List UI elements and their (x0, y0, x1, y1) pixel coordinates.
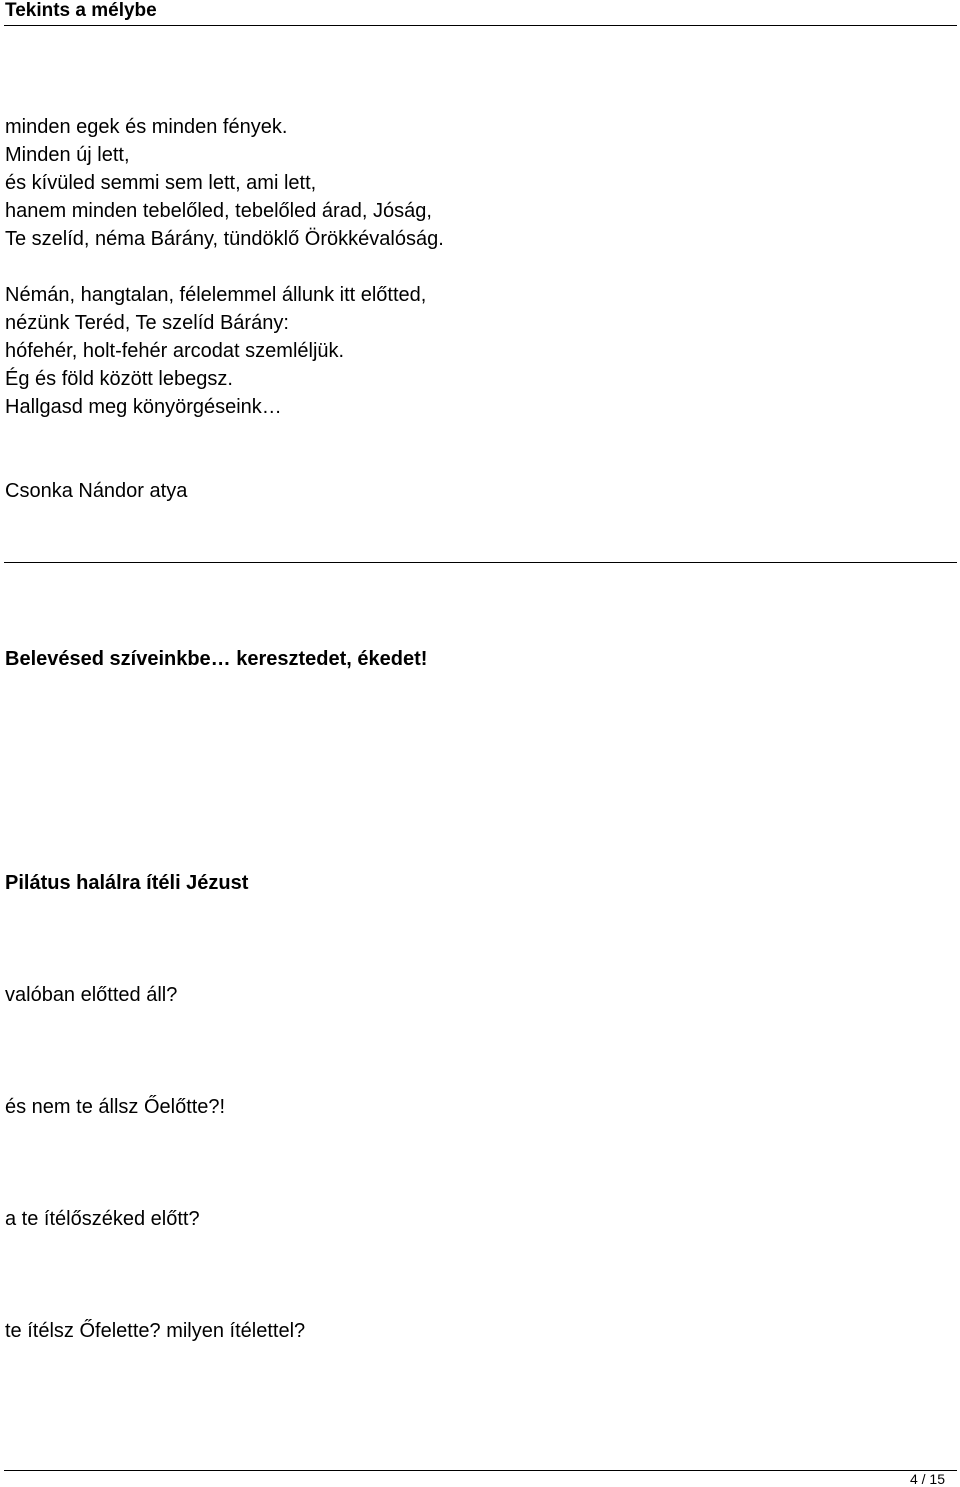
document-header-title: Tekints a mélybe (5, 0, 157, 21)
poem-line: minden egek és minden fények. (5, 116, 288, 138)
section-heading: Belevésed szíveinkbe… keresztedet, ékedet! (5, 648, 428, 670)
author-signature: Csonka Nándor atya (5, 480, 188, 502)
header-divider (4, 25, 957, 26)
question-line: te ítélsz Őfelette? milyen ítélettel? (5, 1320, 306, 1342)
poem-line: Minden új lett, (5, 144, 130, 166)
poem-line: Hallgasd meg könyörgéseink… (5, 396, 282, 418)
question-line: a te ítélőszéked előtt? (5, 1208, 200, 1230)
station-title: Pilátus halálra ítéli Jézust (5, 872, 249, 894)
poem-line: Ég és föld között lebegsz. (5, 368, 233, 390)
page-number: 4 / 15 (909, 1471, 945, 1487)
poem-line: hófehér, holt-fehér arcodat szemléljük. (5, 340, 345, 362)
poem-line: Némán, hangtalan, félelemmel állunk itt előtted, (5, 284, 427, 306)
poem-line: nézünk Teréd, Te szelíd Bárány: (5, 312, 289, 334)
poem-line: és kívüled semmi sem lett, ami lett, (5, 172, 317, 194)
section-divider (4, 562, 957, 563)
footer-divider (4, 1470, 957, 1471)
poem-line: hanem minden tebelőled, tebelőled árad, Jóság, (5, 200, 432, 222)
poem-line: Te szelíd, néma Bárány, tündöklő Örökkévalóság. (5, 228, 444, 250)
question-line: és nem te állsz Őelőtte?! (5, 1096, 226, 1118)
question-line: valóban előtted áll? (5, 984, 178, 1006)
